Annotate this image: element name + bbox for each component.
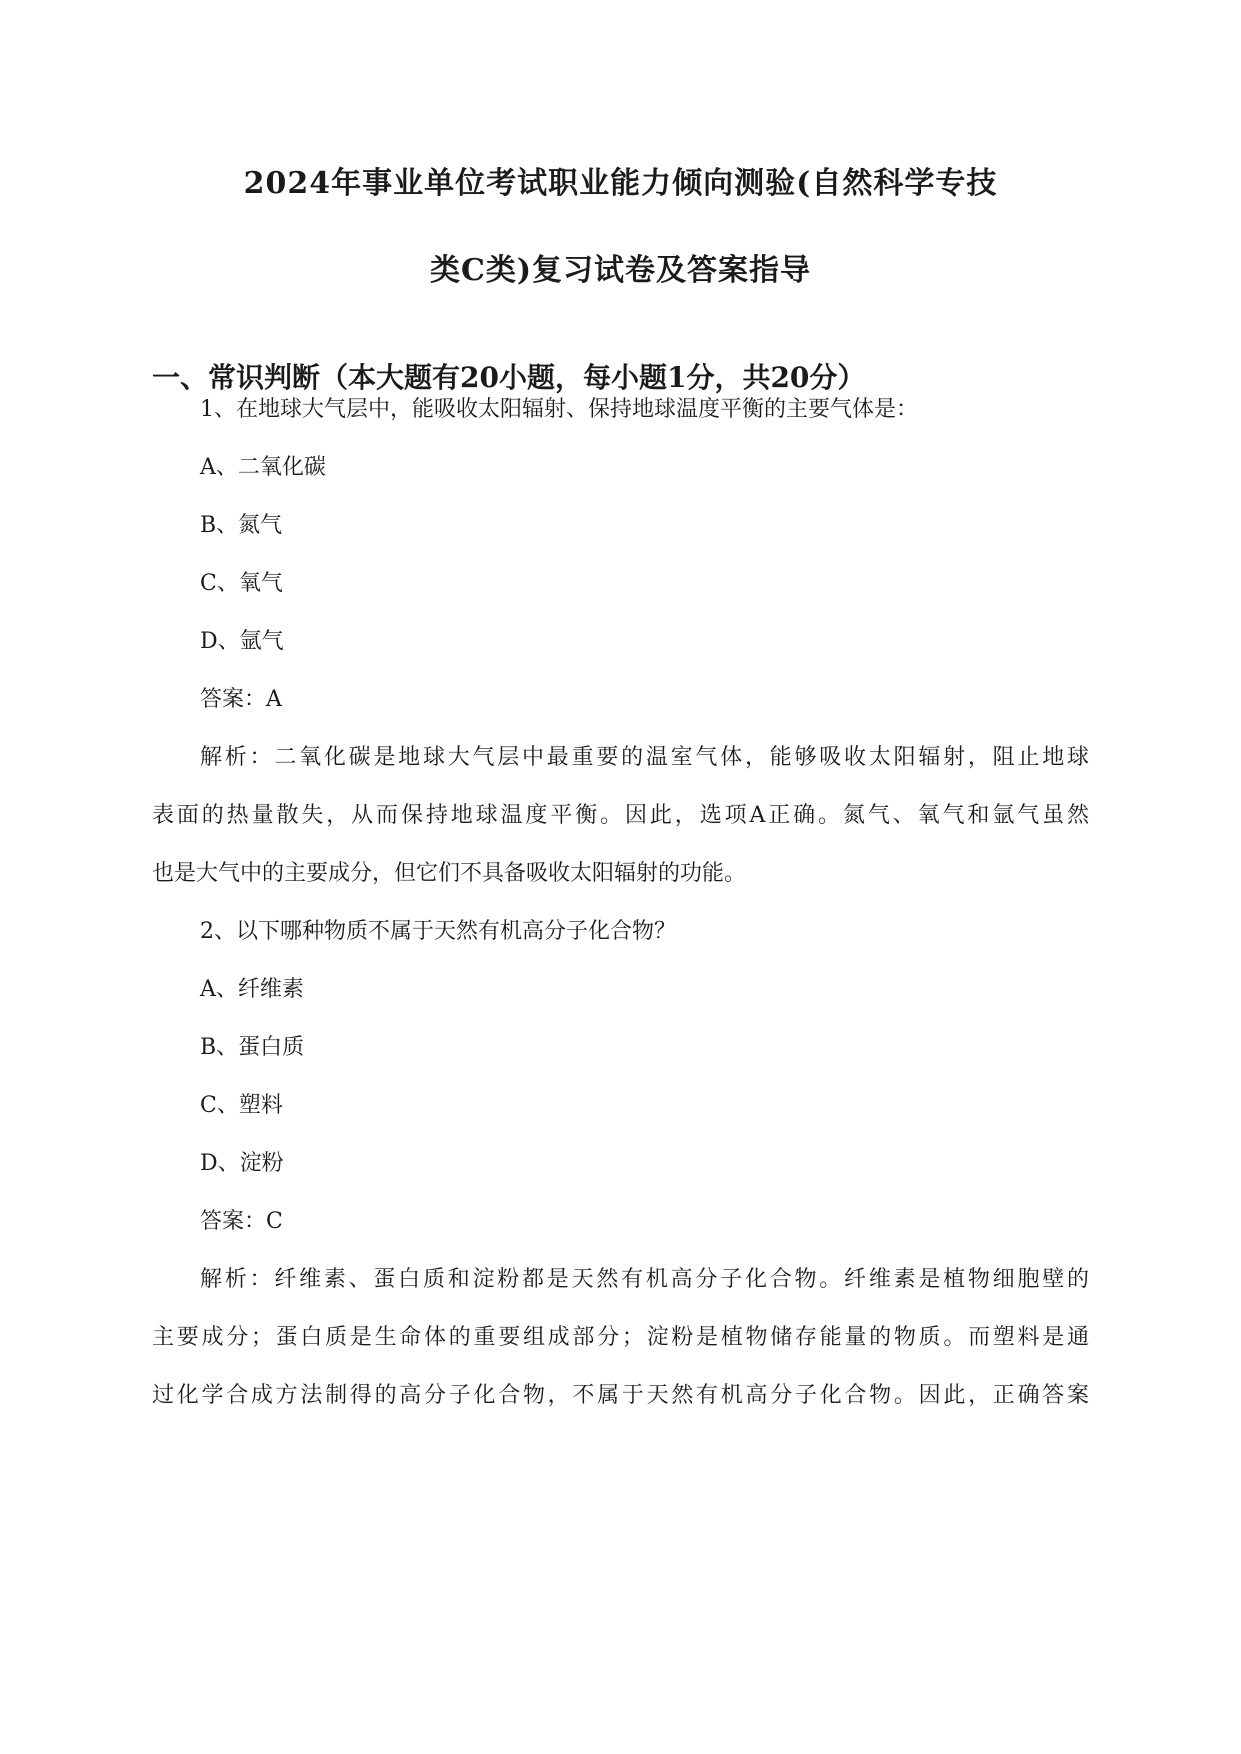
document-title-line-1: 2024年事业单位考试职业能力倾向测验(自然科学专技: [243, 166, 998, 201]
question-1-analysis-line-2: 表面的热量散失，从而保持地球温度平衡。因此，选项A正确。氮气、氧气和氩气虽然: [152, 803, 1089, 828]
document-title-line-2: 类C类)复习试卷及答案指导: [429, 253, 812, 288]
section-heading: 一、常识判断（本大题有20小题，每小题1分，共20分）: [152, 361, 866, 394]
question-2-option-b: B、蛋白质: [200, 1035, 305, 1060]
question-2-analysis-line-2: 主要成分；蛋白质是生命体的重要组成部分；淀粉是植物储存能量的物质。而塑料是通: [152, 1325, 1089, 1350]
question-2-option-a: A、纤维素: [200, 977, 304, 1002]
question-1-option-a: A、二氧化碳: [200, 455, 326, 480]
question-1-analysis-line-3: 也是大气中的主要成分，但它们不具备吸收太阳辐射的功能。: [152, 861, 747, 886]
question-1-option-b: B、氮气: [200, 513, 283, 538]
question-1-option-c: C、氧气: [200, 571, 283, 596]
question-1-stem: 1、在地球大气层中，能吸收太阳辐射、保持地球温度平衡的主要气体是：: [200, 397, 918, 422]
question-2-analysis-line-1: 解析：纤维素、蛋白质和淀粉都是天然有机高分子化合物。纤维素是植物细胞壁的: [200, 1267, 1089, 1292]
question-2-stem: 2、以下哪种物质不属于天然有机高分子化合物？: [200, 919, 676, 944]
question-2-option-d: D、淀粉: [200, 1151, 284, 1176]
question-1-option-d: D、氩气: [200, 629, 284, 654]
question-2-option-c: C、塑料: [200, 1093, 283, 1118]
question-1-analysis-line-1: 解析：二氧化碳是地球大气层中最重要的温室气体，能够吸收太阳辐射，阻止地球: [200, 745, 1089, 770]
question-1-answer: 答案：A: [200, 687, 282, 712]
question-2-answer: 答案：C: [200, 1209, 283, 1234]
question-2-analysis-line-3: 过化学合成方法制得的高分子化合物，不属于天然有机高分子化合物。因此，正确答案: [152, 1383, 1089, 1408]
